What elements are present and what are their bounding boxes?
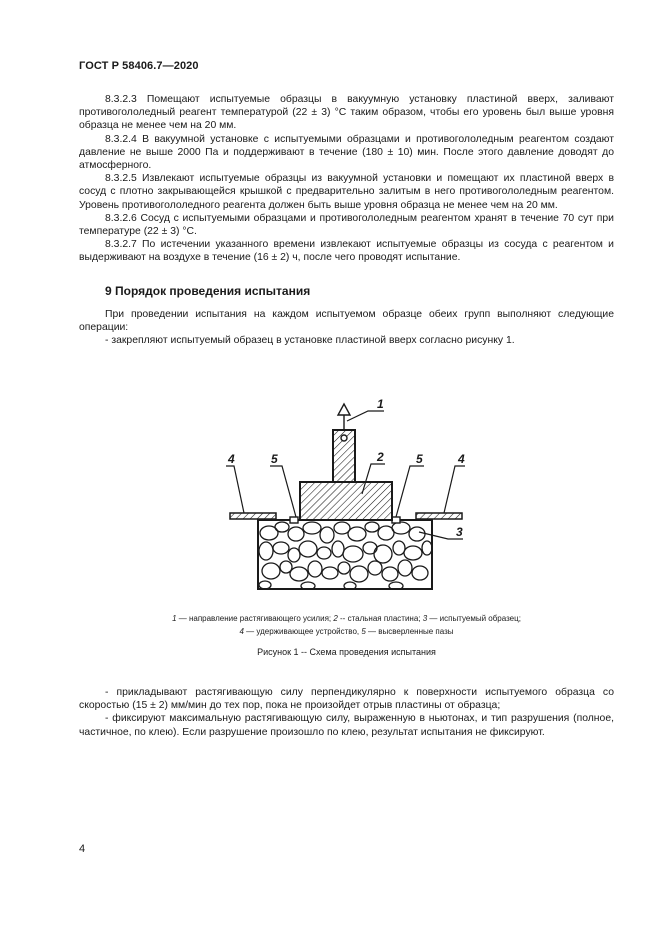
bullet-record-force: - фиксируют максимальную растягивающую силу, выраженную в ньютонах, и тип разрушения (полное, частичное, по клею). Если разрушение произошло по клею, результат испытания не фиксируют. [79,713,614,738]
holding-device-left [230,513,276,519]
paragraph-8-3-2-5: 8.3.2.5 Извлекают испытуемые образцы из вакуумной установки и помещают их пластиной вверх в сосуд с плотно закрывающейся крышкой с предварительно залитым в него противогололедным реагентом. Уровень противогололедного реагента должен быть выше уровня образца не менее чем на 20 мм. [79,173,614,211]
legend-text-5: — высверленные пазы [365,627,454,636]
drilled-groove-right [392,517,400,523]
paragraph-8-3-2-7: 8.3.2.7 По истечении указанного времени извлекают испытуемые образцы из сосуда с реагентом и выдерживают на воздухе в течение (16 ± 2) ч, после чего проводят испытание. [79,239,614,264]
test-scheme-svg [220,393,470,593]
section-title: 9 Порядок проведения испытания [105,284,311,298]
legend-num-4: 4 [239,627,244,636]
figure-1-diagram [220,393,470,593]
legend-text-1: — направление растягивающего усилия; [176,614,334,623]
legend-line-1 [79,612,614,625]
force-arrow-icon [338,404,350,415]
label-4-left: 4 [228,452,235,466]
test-specimen [258,520,432,590]
paragraph-8-3-2-4: 8.3.2.4 В вакуумной установке с испытуемыми образцами и противогололедным реагентом создают давление не выше 2000 Па и поддерживают в течение (180 ± 10) мин. После этого давление доводят до атмосферного. [79,133,614,172]
section-intro: При проведении испытания на каждом испытуемом образце обеих групп выполняют следующие операции: [79,309,614,334]
holding-device-right [416,513,462,519]
rod-hole [341,435,347,441]
label-4-right: 4 [458,452,465,466]
legend-num-3: 3 [422,614,428,623]
paragraph-8-3-2-3: 8.3.2.3 Помещают испытуемые образцы в вакуумную установку пластиной вверх, заливают противогололедный реагент температурой (22 ± 3) °С таким образом, чтобы его уровень был выше уровня образца не менее чем на 20 мм. [79,94,614,132]
page-number: 4 [79,843,86,855]
label-5-right: 5 [416,452,423,466]
paragraph-8-3-2-6: 8.3.2.6 Сосуд с испытуемыми образцами и противогололедным реагентом хранят в течение 70 сут при температуре (22 ± 3) °С. [79,212,614,238]
document-header: ГОСТ Р 58406.7—2020 [79,60,199,72]
bullet-apply-force: - прикладывают растягивающую силу перпендикулярно к поверхности испытуемого образца со скоростью (15 ± 2) мм/мин до тех пор, пока не произойдет отрыв пластины от образца; [79,687,614,712]
legend-text-2: -- стальная пластина; [337,614,423,623]
label-5-left: 5 [271,452,278,466]
figure-title: Рисунок 1 -- Схема проведения испытания [257,647,436,657]
paragraphs-bottom [79,686,614,739]
label-1: 1 [377,397,384,411]
steel-plate [300,482,392,520]
legend-text-3: — испытуемый образец; [427,614,521,623]
legend-num-1: 1 [172,614,177,623]
legend-line-2 [79,625,614,638]
label-2: 2 [377,450,384,464]
bullet-fix-sample: - закрепляют испытуемый образец в установке пластиной вверх согласно рисунку 1. [105,335,515,347]
legend-num-5: 5 [361,627,366,636]
drilled-groove-left [290,517,298,523]
legend-num-2: 2 [333,614,338,623]
section-intro-block [79,308,614,348]
paragraphs-top [79,93,614,265]
legend-text-4: — удерживающее устройство, [243,627,362,636]
figure-legend [79,612,614,638]
label-3: 3 [456,525,463,539]
